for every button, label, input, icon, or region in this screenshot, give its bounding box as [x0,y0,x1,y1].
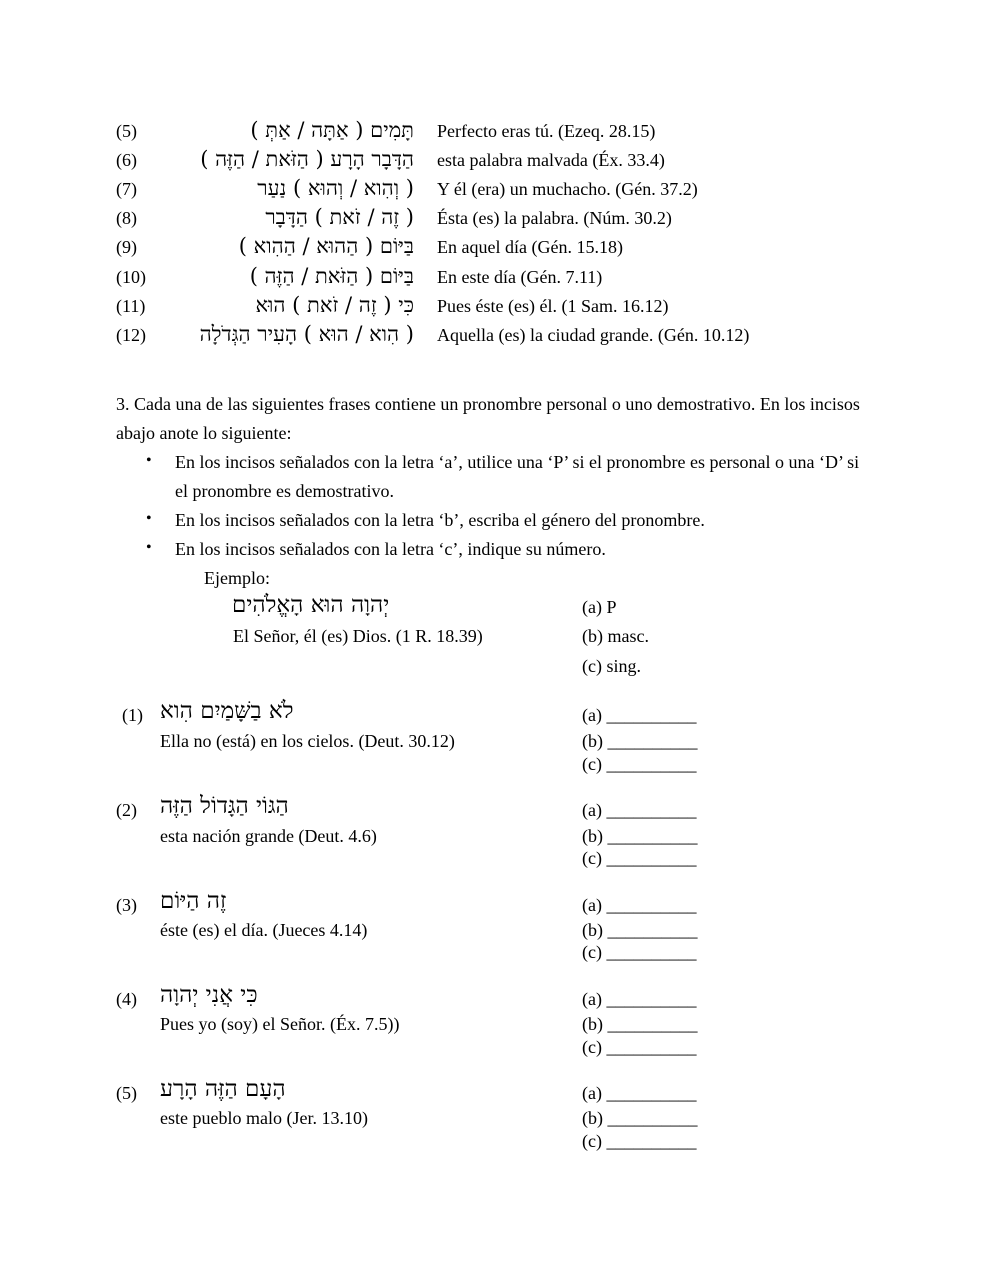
row-number: (9) [116,237,137,257]
row-translation: esta palabra malvada (Éx. 33.4) [437,150,665,170]
example-answer-b: (b) masc. [582,626,649,646]
example-answer-c: (c) sing. [582,656,641,676]
exercise-row [0,118,990,150]
example-label: Ejemplo: [204,568,270,588]
row-number: (8) [116,208,137,228]
row-hebrew: בַּיּוֹם ( הַזֹּאת / הַזֶּה ) [249,264,414,288]
answer-blank-a[interactable]: (a) __________ [582,895,697,915]
instruction-bullet-b: En los incisos señalados con la letra ‘b’, escriba el género del pronombre. [175,510,705,530]
exercise-row [0,147,990,179]
row-translation: En este día (Gén. 7.11) [437,267,603,287]
row-hebrew: הַדָּבָר הָרָע ( הַזֹּאת / הַזֶּה ) [200,147,414,171]
item-translation: Ella no (está) en los cielos. (Deut. 30.12) [160,731,455,751]
item-translation: éste (es) el día. (Jueces 4.14) [160,920,368,940]
item-number: (4) [116,989,137,1009]
bullet-marker: • [146,452,152,469]
example-answer-a: (a) P [582,597,617,617]
row-hebrew: בַּיּוֹם ( הַהוּא / הַהִוא ) [238,234,414,258]
item-translation: Pues yo (soy) el Señor. (Éx. 7.5)) [160,1014,400,1034]
row-number: (11) [116,296,146,316]
item-translation: este pueblo malo (Jer. 13.10) [160,1108,368,1128]
answer-blank-c[interactable]: (c) __________ [582,1037,697,1057]
row-number: (10) [116,267,146,287]
exercise-row [0,176,990,208]
exercise-row [0,264,990,296]
item-number: (2) [116,800,137,820]
row-hebrew: כִּי ( זֶה / זֹאת ) הוּא [255,293,414,317]
answer-blank-a[interactable]: (a) __________ [582,989,697,1009]
example-translation: El Señor, él (es) Dios. (1 R. 18.39) [233,626,483,646]
answer-blank-c[interactable]: (c) __________ [582,754,697,774]
item-translation: esta nación grande (Deut. 4.6) [160,826,377,846]
answer-blank-c[interactable]: (c) __________ [582,1131,697,1151]
item-hebrew: כִּי אֲנִי יְהוָה [160,982,258,1008]
exercise-row [0,293,990,325]
instruction-bullet-c: En los incisos señalados con la letra ‘c’, indique su número. [175,539,606,559]
row-translation: Pues éste (es) él. (1 Sam. 16.12) [437,296,669,316]
answer-blank-b[interactable]: (b) __________ [582,826,698,846]
answer-blank-a[interactable]: (a) __________ [582,1083,697,1103]
row-hebrew: ( הִוא / הוּא ) הָעִיר הַגְּדֹלָה [199,322,414,346]
instruction-bullet-a: En los incisos señalados con la letra ‘a’, utilice una ‘P’ si el pronombre es personal o una ‘D’ si el pronombre es demostrativo. [175,452,860,501]
row-translation: Y él (era) un muchacho. (Gén. 37.2) [437,179,698,199]
row-number: (5) [116,121,137,141]
item-hebrew: לֹא בַשָּׁמַיִם הִוא [160,698,294,724]
answer-blank-a[interactable]: (a) __________ [582,800,697,820]
row-number: (6) [116,150,137,170]
bullet-marker: • [146,539,152,556]
item-number: (1) [122,705,143,725]
item-hebrew: הַגּוֹי הַגָּדוֹל הַזֶּה [160,793,289,819]
row-hebrew: ( וְהִוא / וְהוּא ) נַעַר [257,176,414,200]
item-number: (5) [116,1083,137,1103]
item-hebrew: הָעָם הַזֶּה הָרָע [160,1076,286,1102]
row-translation: Ésta (es) la palabra. (Núm. 30.2) [437,208,672,228]
answer-blank-b[interactable]: (b) __________ [582,920,698,940]
row-translation: En aquel día (Gén. 15.18) [437,237,623,257]
exercise-row [0,322,990,354]
row-translation: Aquella (es) la ciudad grande. (Gén. 10.12) [437,325,750,345]
exercise-row [0,205,990,237]
row-translation: Perfecto eras tú. (Ezeq. 28.15) [437,121,656,141]
item-number: (3) [116,895,137,915]
exercise-3-instructions: 3. Cada una de las siguientes frases contiene un pronombre personal o uno demostrativo. En los incisos abajo anote lo siguiente: [116,394,860,443]
answer-blank-b[interactable]: (b) __________ [582,731,698,751]
example-hebrew: יְהוָה הוּא הָאֱלֹהִים [232,592,390,618]
answer-blank-a[interactable]: (a) __________ [582,705,697,725]
row-number: (12) [116,325,146,345]
answer-blank-b[interactable]: (b) __________ [582,1108,698,1128]
exercise-row [0,234,990,266]
answer-blank-c[interactable]: (c) __________ [582,848,697,868]
answer-blank-b[interactable]: (b) __________ [582,1014,698,1034]
item-hebrew: זֶה הַיּוֹם [160,888,227,914]
row-hebrew: תָּמִים ( אַתָּה / אַתְּ ) [250,118,414,142]
row-number: (7) [116,179,137,199]
answer-blank-c[interactable]: (c) __________ [582,942,697,962]
row-hebrew: ( זֶה / זֹאת ) הַדָּבָר [265,205,414,229]
bullet-marker: • [146,510,152,527]
